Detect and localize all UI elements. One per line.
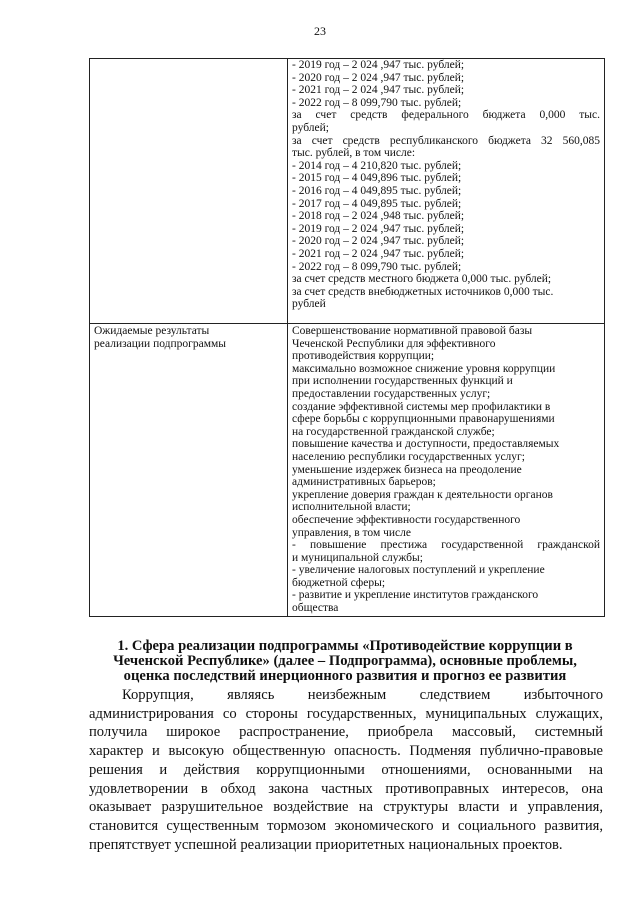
financing-line: - 2017 год – 4 049,895 тыс. рублей; [292, 197, 462, 210]
financing-line: - 2019 год – 2 024 ,947 тыс. рублей; [292, 59, 465, 71]
result-line: максимально возможное снижение уровня коррупции [292, 362, 556, 375]
financing-line: - 2021 год – 2 024 ,947 тыс. рублей; [292, 247, 465, 260]
table-cell-financing-value [288, 59, 605, 324]
label-line: Ожидаемые результаты [94, 325, 210, 337]
result-line: обеспечение эффективности государственного [292, 513, 521, 526]
financing-line: рублей; [292, 121, 329, 134]
table-row-financing [90, 59, 605, 324]
paragraph-line: Коррупция, являясь неизбежным следствием избыточного [122, 687, 603, 703]
result-line: при исполнении государственных функций и [292, 375, 513, 388]
heading-line: оценка последствий инерционного развития и прогноз ее развития [123, 667, 567, 684]
result-line: - развитие и укрепление институтов гражданского [292, 589, 539, 602]
financing-line: - 2020 год – 2 024 ,947 тыс. рублей; [292, 235, 465, 248]
result-line: на государственной гражданской службе; [292, 425, 495, 438]
section-paragraph [89, 686, 603, 854]
financing-line: - 2022 год – 8 099,790 тыс. рублей; [292, 260, 462, 273]
table-cell-expected-results-label [90, 324, 288, 617]
paragraph-line: решения и действия коррупционными отношениями, основанными на [89, 761, 603, 778]
financing-line: за счет средств республиканского бюджета 32 560,085 [292, 134, 600, 147]
result-line: противодействия коррупции; [292, 350, 435, 363]
result-line: управления, в том числе [292, 526, 411, 539]
paragraph-line: администрирования со стороны государственных, муниципальных служащих, [89, 705, 603, 722]
financing-line: рублей [292, 298, 326, 311]
result-line: повышение качества и доступности, предоставляемых [292, 438, 560, 451]
result-line: создание эффективной системы мер профилактики в [292, 400, 551, 413]
subprogram-passport-table [89, 58, 605, 617]
table-cell-label [90, 59, 288, 324]
paragraph-line: оказывает разрушительное воздействие на структуры власти и управления, [89, 799, 603, 816]
result-line: населению республики государственных услуг; [292, 450, 525, 463]
paragraph-line: удовлетворении в обход закона частных противоправных интересов, она [89, 780, 603, 797]
financing-line: за счет средств внебюджетных источников 0,000 тыс. [292, 285, 554, 298]
paragraph-line: характер и высокую общественную опасность. Подменяя публично-правовые [89, 743, 603, 760]
financing-line: - 2021 год – 2 024 ,947 тыс. рублей; [292, 84, 465, 97]
financing-line: за счет средств местного бюджета 0,000 тыс. рублей; [292, 273, 552, 286]
financing-line: - 2019 год – 2 024 ,947 тыс. рублей; [292, 222, 465, 235]
paragraph-line: получила широкое распространение, приобрела массовый, системный [89, 724, 603, 741]
label-line: реализации подпрограммы [94, 337, 227, 350]
page-number: 23 [314, 24, 326, 38]
financing-line: за счет средств федерального бюджета 0,000 тыс. [292, 109, 600, 122]
financing-line: - 2022 год – 8 099,790 тыс. рублей; [292, 96, 462, 109]
paragraph-line: становится существенным тормозом экономического и социального развития, [89, 817, 603, 834]
heading-line: 1. Сфера реализации подпрограммы «Противодействие коррупции в [117, 638, 573, 654]
financing-line: - 2014 год – 4 210,820 тыс. рублей; [292, 159, 462, 172]
table-row-expected-results [90, 324, 605, 617]
result-line: - увеличение налоговых поступлений и укрепление [292, 564, 545, 577]
result-line: - повышение престижа государственной гражданской [292, 539, 600, 552]
financing-line: - 2016 год – 4 049,895 тыс. рублей; [292, 184, 462, 197]
table-cell-expected-results-value [288, 324, 605, 617]
financing-line: тыс. рублей, в том числе: [292, 147, 416, 160]
result-line: административных барьеров; [292, 476, 436, 489]
result-line: исполнительной власти; [292, 501, 411, 514]
result-line: Чеченской Республики для эффективного [292, 337, 496, 350]
result-line: укрепление доверия граждан к деятельности органов [292, 488, 553, 501]
result-line: уменьшение издержек бизнеса на преодоление [292, 463, 522, 476]
paragraph-line: препятствует успешной реализации приоритетных национальных проектов. [89, 836, 563, 853]
financing-line: - 2020 год – 2 024 ,947 тыс. рублей; [292, 71, 465, 84]
result-line: предоставлении государственных услуг; [292, 387, 491, 400]
result-line: Совершенствование нормативной правовой базы [292, 325, 533, 337]
result-line: общества [292, 602, 339, 615]
heading-line: Чеченской Республике» (далее – Подпрограмма), основные проблемы, [113, 652, 577, 669]
result-line: и муниципальной службы; [292, 551, 423, 564]
result-line: бюджетной сферы; [292, 576, 386, 589]
result-line: сфере борьбы с коррупционными правонарушениями [292, 413, 555, 426]
section-heading [80, 639, 610, 683]
financing-line: - 2018 год – 2 024 ,948 тыс. рублей; [292, 210, 465, 223]
financing-line: - 2015 год – 4 049,896 тыс. рублей; [292, 172, 462, 185]
